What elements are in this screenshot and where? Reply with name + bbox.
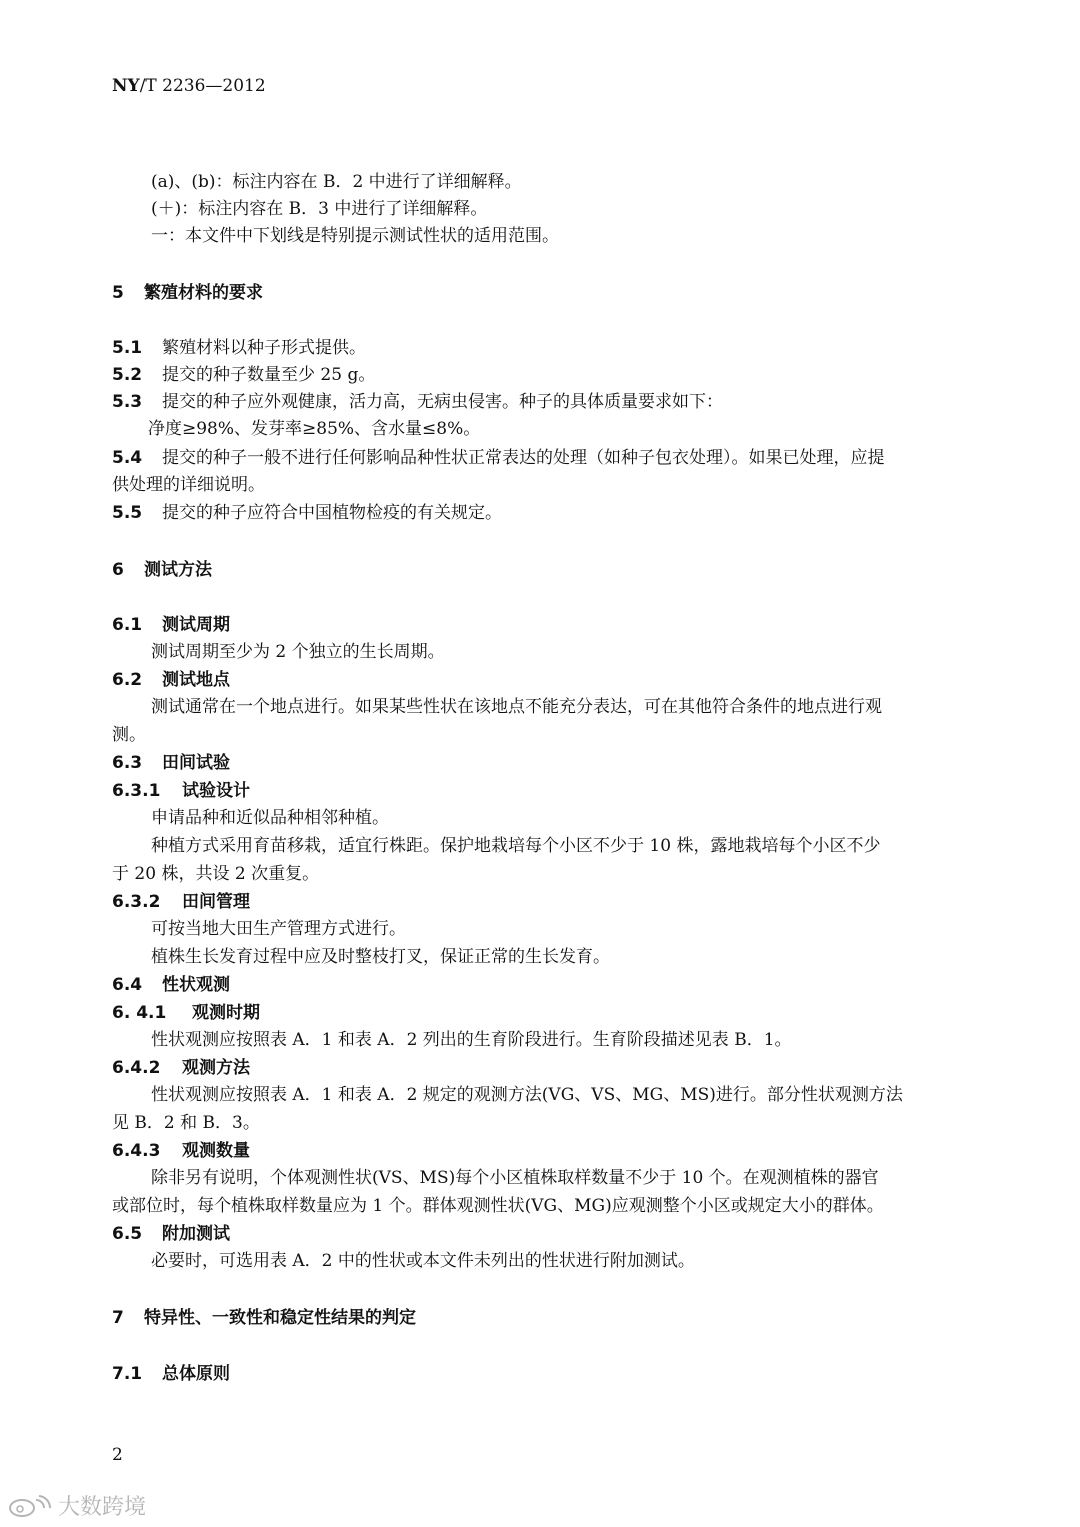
note-plus: (＋)：标注内容在 B．3 中进行了详细解释。 (151, 199, 488, 219)
clause-6-4-heading: 6.4 性状观测 (112, 975, 230, 995)
clause-6-4-1-heading: 6. 4.1 观测时期 (112, 1003, 260, 1023)
clause-6-1-text: 测试周期至少为 2 个独立的生长周期。 (151, 642, 445, 662)
header-code: NY (112, 76, 140, 96)
clause-6-3-2-text: 可按当地大田生产管理方式进行。 (151, 919, 406, 939)
clause-6-4-2-text: 性状观测应按照表 A．1 和表 A．2 规定的观测方法(VG、VS、MG、MS)进行。部分性状观测方法 (151, 1085, 903, 1105)
clause-6-3-2-heading: 6.3.2 田间管理 (112, 892, 250, 912)
clause-6-2-heading: 6.2 测试地点 (112, 670, 230, 690)
note-underline: 一：本文件中下划线是特别提示测试性状的适用范围。 (151, 226, 559, 246)
weibo-logo-icon (8, 1494, 52, 1518)
header-standard: /T 2236—2012 (139, 76, 266, 96)
clause-5-2: 5.2 提交的种子数量至少 25 g。 (112, 365, 376, 385)
clause-5-3: 5.3 提交的种子应外观健康，活力高，无病虫侵害。种子的具体质量要求如下： (112, 392, 723, 412)
clause-6-4-3-text: 除非另有说明，个体观测性状(VS、MS)每个小区植株取样数量不少于 10 个。在观测植株的器官 (151, 1168, 879, 1188)
watermark (8, 1490, 146, 1521)
clause-6-4-3-heading: 6.4.3 观测数量 (112, 1141, 250, 1161)
clause-6-5-text: 必要时，可选用表 A．2 中的性状或本文件未列出的性状进行附加测试。 (151, 1251, 695, 1271)
clause-6-1-heading: 6.1 测试周期 (112, 615, 230, 635)
clause-6-2-cont: 测。 (112, 725, 146, 745)
document-header (112, 76, 266, 96)
clause-7-1-heading: 7.1 总体原则 (112, 1364, 230, 1384)
clause-6-3-2-text2: 植株生长发育过程中应及时整枝打叉，保证正常的生长发育。 (151, 947, 610, 967)
clause-6-2-text: 测试通常在一个地点进行。如果某些性状在该地点不能充分表达，可在其他符合条件的地点进行观 (151, 697, 882, 717)
watermark-text: 大数跨境 (58, 1495, 147, 1520)
section-5-heading: 5 繁殖材料的要求 (112, 283, 263, 303)
clause-6-3-1-text: 申请品种和近似品种相邻种植。 (151, 808, 389, 828)
clause-5-4-cont: 供处理的详细说明。 (112, 475, 265, 495)
page-number: 2 (112, 1445, 123, 1465)
clause-6-3-1-heading: 6.3.1 试验设计 (112, 781, 250, 801)
clause-6-4-2-cont: 见 B．2 和 B．3。 (112, 1113, 260, 1133)
section-6-heading: 6 测试方法 (112, 560, 212, 580)
clause-5-3-quality: 净度≥98%、发芽率≥85%、含水量≤8%。 (148, 419, 481, 439)
clause-6-4-1-text: 性状观测应按照表 A．1 和表 A．2 列出的生育阶段进行。生育阶段描述见表 B．1。 (151, 1030, 792, 1050)
clause-6-4-2-heading: 6.4.2 观测方法 (112, 1058, 250, 1078)
section-7-heading: 7 特异性、一致性和稳定性结果的判定 (112, 1308, 416, 1328)
clause-6-3-1-text2: 种植方式采用育苗移栽，适宜行株距。保护地栽培每个小区不少于 10 株，露地栽培每个小区不少 (151, 836, 881, 856)
clause-5-5: 5.5 提交的种子应符合中国植物检疫的有关规定。 (112, 503, 502, 523)
clause-6-4-3-cont: 或部位时，每个植株取样数量应为 1 个。群体观测性状(VG、MG)应观测整个小区或规定大小的群体。 (112, 1196, 884, 1216)
note-a-b: (a)、(b)：标注内容在 B．2 中进行了详细解释。 (151, 172, 522, 192)
clause-5-1: 5.1 繁殖材料以种子形式提供。 (112, 338, 366, 358)
clause-5-4: 5.4 提交的种子一般不进行任何影响品种性状正常表达的处理（如种子包衣处理）。如果已处理，应提 (112, 448, 885, 468)
clause-6-3-heading: 6.3 田间试验 (112, 753, 230, 773)
clause-6-5-heading: 6.5 附加测试 (112, 1224, 230, 1244)
clause-6-3-1-cont: 于 20 株，共设 2 次重复。 (112, 864, 320, 884)
